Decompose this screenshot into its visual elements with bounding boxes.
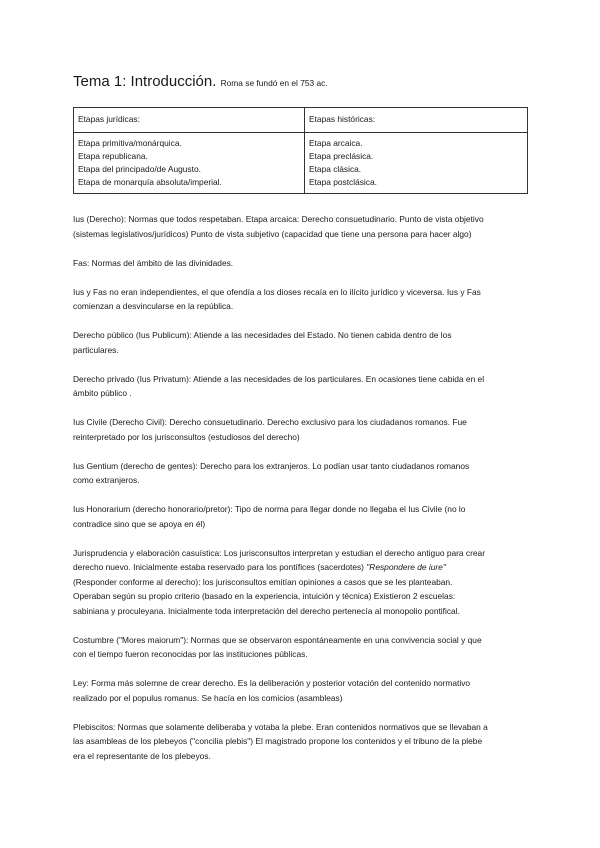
text-line: Ius (Derecho): Normas que todos respetaban. Etapa arcaica: Derecho consuetudinario. Punto de vista objetivo <box>73 214 484 224</box>
etapa-juridica: Etapa de monarquía absoluta/imperial. <box>78 177 222 187</box>
paragraph-fas <box>73 256 528 271</box>
cell-juridicas <box>74 133 305 194</box>
paragraph-ius <box>73 212 528 241</box>
header-juridicas: Etapas jurídicas: <box>74 108 305 133</box>
text-line: Ius Honorarium (derecho honorario/pretor): Tipo de norma para llegar donde no llegaba el Ius Civile (no lo <box>73 504 466 514</box>
italic-term: "Respondere de iure" <box>366 562 446 572</box>
etapa-juridica: Etapa del principado/de Augusto. <box>78 164 201 174</box>
text-line: Fas: Normas del ámbito de las divinidades. <box>73 257 234 268</box>
text-line <box>73 560 528 575</box>
paragraph-ius-fas <box>73 285 528 314</box>
paragraph-ius-gentium <box>73 459 528 488</box>
text-line: reinterpretado por los jurisconsultos (estudiosos del derecho) <box>73 431 300 442</box>
etapa-juridica: Etapa republicana. <box>78 151 148 161</box>
page-title <box>73 72 528 93</box>
text-line: Ius y Fas no eran independientes, el que ofendía a los dioses recaía en lo ilícito jurídico y viceversa. Ius y Fas <box>73 286 481 297</box>
text-line: Jurisprudencia y elaboración casuística: Los jurisconsultos interpretan y estudian el derecho antiguo para crear <box>73 547 486 558</box>
text-line: comienzan a desvincularse en la república. <box>73 301 234 311</box>
paragraph-ius-honorarium <box>73 502 528 531</box>
text-line: Ius Civile (Derecho Civil): Derecho consuetudinario. Derecho exclusivo para los ciudadanos romanos. Fue <box>73 417 467 427</box>
text-line: particulares. <box>73 344 119 355</box>
etapa-historica: Etapa arcaica. <box>309 138 363 148</box>
paragraph-jurisprudencia <box>73 546 528 619</box>
table-row <box>74 133 528 194</box>
text-line: Derecho privado (Ius Privatum): Atiende a las necesidades de los particulares. En ocasiones tiene cabida en el <box>73 373 485 384</box>
text-line: contradice sino que se apoya en él) <box>73 518 206 529</box>
paragraph-derecho-publico <box>73 328 528 357</box>
text-line: Ley: Forma más solemne de crear derecho. Es la deliberación y posterior votación del contenido normativo <box>73 678 471 688</box>
etapas-table <box>73 107 528 194</box>
text-line: realizado por el populus romanus. Se hacía en los comicios (asambleas) <box>73 692 343 703</box>
table-header-row <box>74 108 528 133</box>
paragraph-ley <box>73 676 528 705</box>
text-segment: derecho nuevo. Inicialmente estaba reservado para los pontífices (sacerdotes) <box>73 562 364 572</box>
etapa-juridica: Etapa primitiva/monárquica. <box>78 138 182 148</box>
text-line: como extranjeros. <box>73 475 140 485</box>
text-line: con el tiempo fueron reconocidas por las instituciones públicas. <box>73 649 308 659</box>
cell-historicas <box>305 133 528 194</box>
header-historicas: Etapas históricas: <box>305 108 528 133</box>
text-line: (sistemas legislativos/jurídicos) Punto de vista subjetivo (capacidad que tiene una persona para hacer algo) <box>73 228 472 239</box>
paragraph-derecho-privado <box>73 372 528 401</box>
text-line: Plebiscitos: Normas que solamente deliberaba y votaba la plebe. Eran contenidos normativos que se llevaban a <box>73 721 488 732</box>
title-note: Roma se fundó en el 753 ac. <box>220 78 328 88</box>
title-main: Tema 1: Introducción. <box>73 73 217 90</box>
text-line: Ius Gentium (derecho de gentes): Derecho para los extranjeros. Lo podían usar tanto ciudadanos romanos <box>73 460 470 471</box>
etapa-historica: Etapa postclásica. <box>309 177 377 187</box>
text-line: (Responder conforme al derecho): los jurisconsultos emitían opiniones a casos que se les planteaban. <box>73 576 453 587</box>
text-line: las asambleas de los plebeyos ("concilia plebis") El magistrado propone los contenidos y el tribuno de la plebe <box>73 736 483 746</box>
text-line: Operaban según su propio criterio (basado en la experiencia, intuición y técnica) Existieron 2 escuelas: <box>73 591 456 601</box>
text-line: Costumbre ("Mores maiorum"): Normas que se observaron espontáneamente en una convivencia social y que <box>73 634 482 645</box>
etapa-historica: Etapa preclásica. <box>309 151 374 161</box>
text-line: Derecho público (Ius Publicum): Atiende a las necesidades del Estado. No tienen cabida dentro de los <box>73 330 452 340</box>
text-line: era el representante de los plebeyos. <box>73 750 211 761</box>
paragraph-plebiscitos <box>73 720 528 764</box>
paragraph-costumbre <box>73 633 528 662</box>
text-line: ámbito público . <box>73 388 132 398</box>
paragraph-ius-civile <box>73 415 528 444</box>
etapa-historica: Etapa clásica. <box>309 164 362 174</box>
document-page <box>73 72 528 778</box>
text-line: sabiniana y proculeyana. Inicialmente toda interpretación del derecho pertenecía al monopolio pontifical. <box>73 605 460 616</box>
